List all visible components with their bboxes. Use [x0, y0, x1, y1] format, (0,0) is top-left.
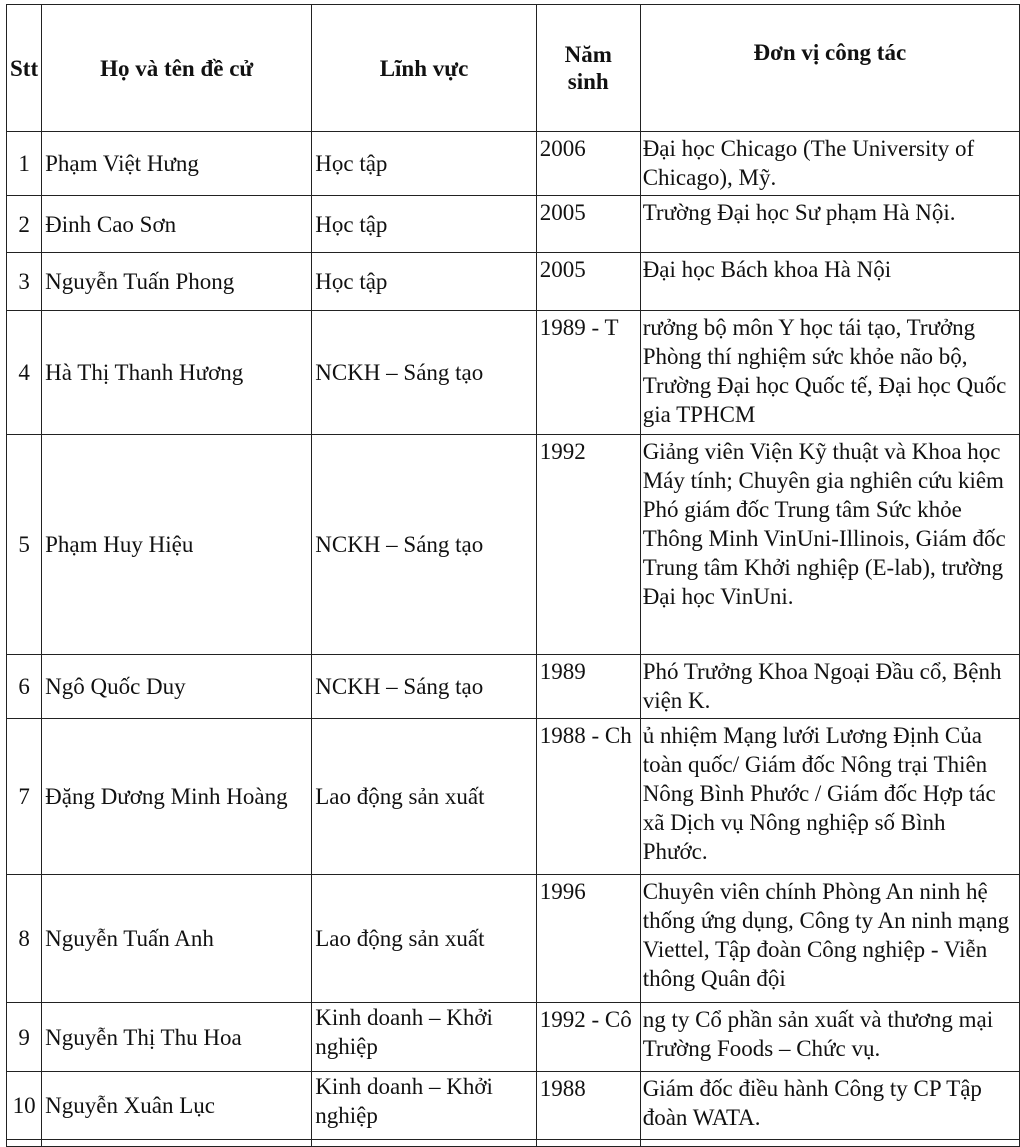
table-header-row — [7, 5, 1020, 132]
row-unit: Đại học Chicago (The University of Chicago), Mỹ. — [640, 132, 1019, 196]
table-row — [7, 311, 1020, 435]
row-year-text: 1992 - Cô — [539, 1007, 632, 1032]
row-name: Nguyễn Tuấn Phong — [42, 253, 312, 311]
nominee-table — [6, 4, 1020, 1147]
row-stt: 9 — [7, 1003, 42, 1072]
table-row — [7, 435, 1020, 655]
row-field: Kinh doanh – Khởi nghiệp — [312, 1003, 537, 1072]
table-row — [7, 719, 1020, 875]
row-unit: ủ nhiệm Mạng lưới Lương Định Của toàn quốc/ Giám đốc Nông trại Thiên Nông Bình Phước / Giám đốc Hợp tác xã Dịch vụ Nông nghiệp số Bình Phước. — [640, 719, 1019, 875]
row-year: 1996 — [536, 875, 640, 1003]
header-field: Lĩnh vực — [312, 5, 537, 132]
table-row — [7, 655, 1020, 719]
row-year-text: 1988 - Ch — [539, 723, 632, 748]
row-field: Lao động sản xuất — [312, 719, 537, 875]
table-row — [7, 196, 1020, 253]
row-year — [536, 1003, 640, 1072]
row-name: Nguyễn Tuấn Anh — [42, 875, 312, 1003]
row-field: NCKH – Sáng tạo — [312, 655, 537, 719]
row-name: Đặng Dương Minh Hoàng — [42, 719, 312, 875]
row-year: 1989 — [536, 655, 640, 719]
row-field: Học tập — [312, 132, 537, 196]
row-name: Phạm Việt Hưng — [42, 132, 312, 196]
row-year: 2006 — [536, 132, 640, 196]
row-unit: Giám đốc điều hành Công ty CP Tập đoàn WATA. — [640, 1072, 1019, 1140]
row-field: Học tập — [312, 196, 537, 253]
row-name: Phạm Huy Hiệu — [42, 435, 312, 655]
row-name: Đinh Cao Sơn — [42, 196, 312, 253]
table-row-cut — [7, 1140, 1020, 1147]
header-name: Họ và tên đề cử — [42, 5, 312, 132]
row-year — [536, 311, 640, 435]
header-year-label: Năm sinh — [564, 42, 612, 94]
header-stt: Stt — [7, 5, 42, 132]
row-stt: 7 — [7, 719, 42, 875]
row-stt: 6 — [7, 655, 42, 719]
row-name: Nguyễn Xuân Lục — [42, 1072, 312, 1140]
row-year — [536, 719, 640, 875]
row-stt: 5 — [7, 435, 42, 655]
row-name: Hà Thị Thanh Hương — [42, 311, 312, 435]
row-stt: 1 — [7, 132, 42, 196]
row-unit: Giảng viên Viện Kỹ thuật và Khoa học Máy tính; Chuyên gia nghiên cứu kiêm Phó giám đốc Trung tâm Sức khỏe Thông Minh VinUni-Illinois, Giám đốc Trung tâm Khởi nghiệp (E-lab), trường Đại học VinUni. — [640, 435, 1019, 655]
table-row — [7, 875, 1020, 1003]
row-unit: Trường Đại học Sư phạm Hà Nội. — [640, 196, 1019, 253]
row-unit: rưởng bộ môn Y học tái tạo, Trưởng Phòng thí nghiệm sức khỏe não bộ, Trường Đại học Quốc tế, Đại học Quốc gia TPHCM — [640, 311, 1019, 435]
table-row — [7, 132, 1020, 196]
row-year: 1992 — [536, 435, 640, 655]
row-field: Học tập — [312, 253, 537, 311]
row-year: 2005 — [536, 196, 640, 253]
row-unit: ng ty Cổ phần sản xuất và thương mại Trường Foods – Chức vụ. — [640, 1003, 1019, 1072]
row-stt: 10 — [7, 1072, 42, 1140]
row-name: Nguyễn Thị Thu Hoa — [42, 1003, 312, 1072]
row-year: 2005 — [536, 253, 640, 311]
row-name: Ngô Quốc Duy — [42, 655, 312, 719]
row-stt: 4 — [7, 311, 42, 435]
row-field: Kinh doanh – Khởi nghiệp — [312, 1072, 537, 1140]
row-year: 1988 — [536, 1072, 640, 1140]
table-row — [7, 253, 1020, 311]
row-stt: 2 — [7, 196, 42, 253]
row-field: NCKH – Sáng tạo — [312, 435, 537, 655]
header-unit: Đơn vị công tác — [640, 5, 1019, 132]
row-unit: Đại học Bách khoa Hà Nội — [640, 253, 1019, 311]
row-unit: Chuyên viên chính Phòng An ninh hệ thống ứng dụng, Công ty An ninh mạng Viettel, Tập đoàn Công nghiệp - Viễn thông Quân đội — [640, 875, 1019, 1003]
table-row — [7, 1003, 1020, 1072]
row-unit: Phó Trưởng Khoa Ngoại Đầu cổ, Bệnh viện K. — [640, 655, 1019, 719]
table-row — [7, 1072, 1020, 1140]
row-stt: 3 — [7, 253, 42, 311]
header-year — [536, 5, 640, 132]
row-field: Lao động sản xuất — [312, 875, 537, 1003]
row-year-text: 1989 - T — [539, 315, 619, 340]
row-field: NCKH – Sáng tạo — [312, 311, 537, 435]
row-stt: 8 — [7, 875, 42, 1003]
